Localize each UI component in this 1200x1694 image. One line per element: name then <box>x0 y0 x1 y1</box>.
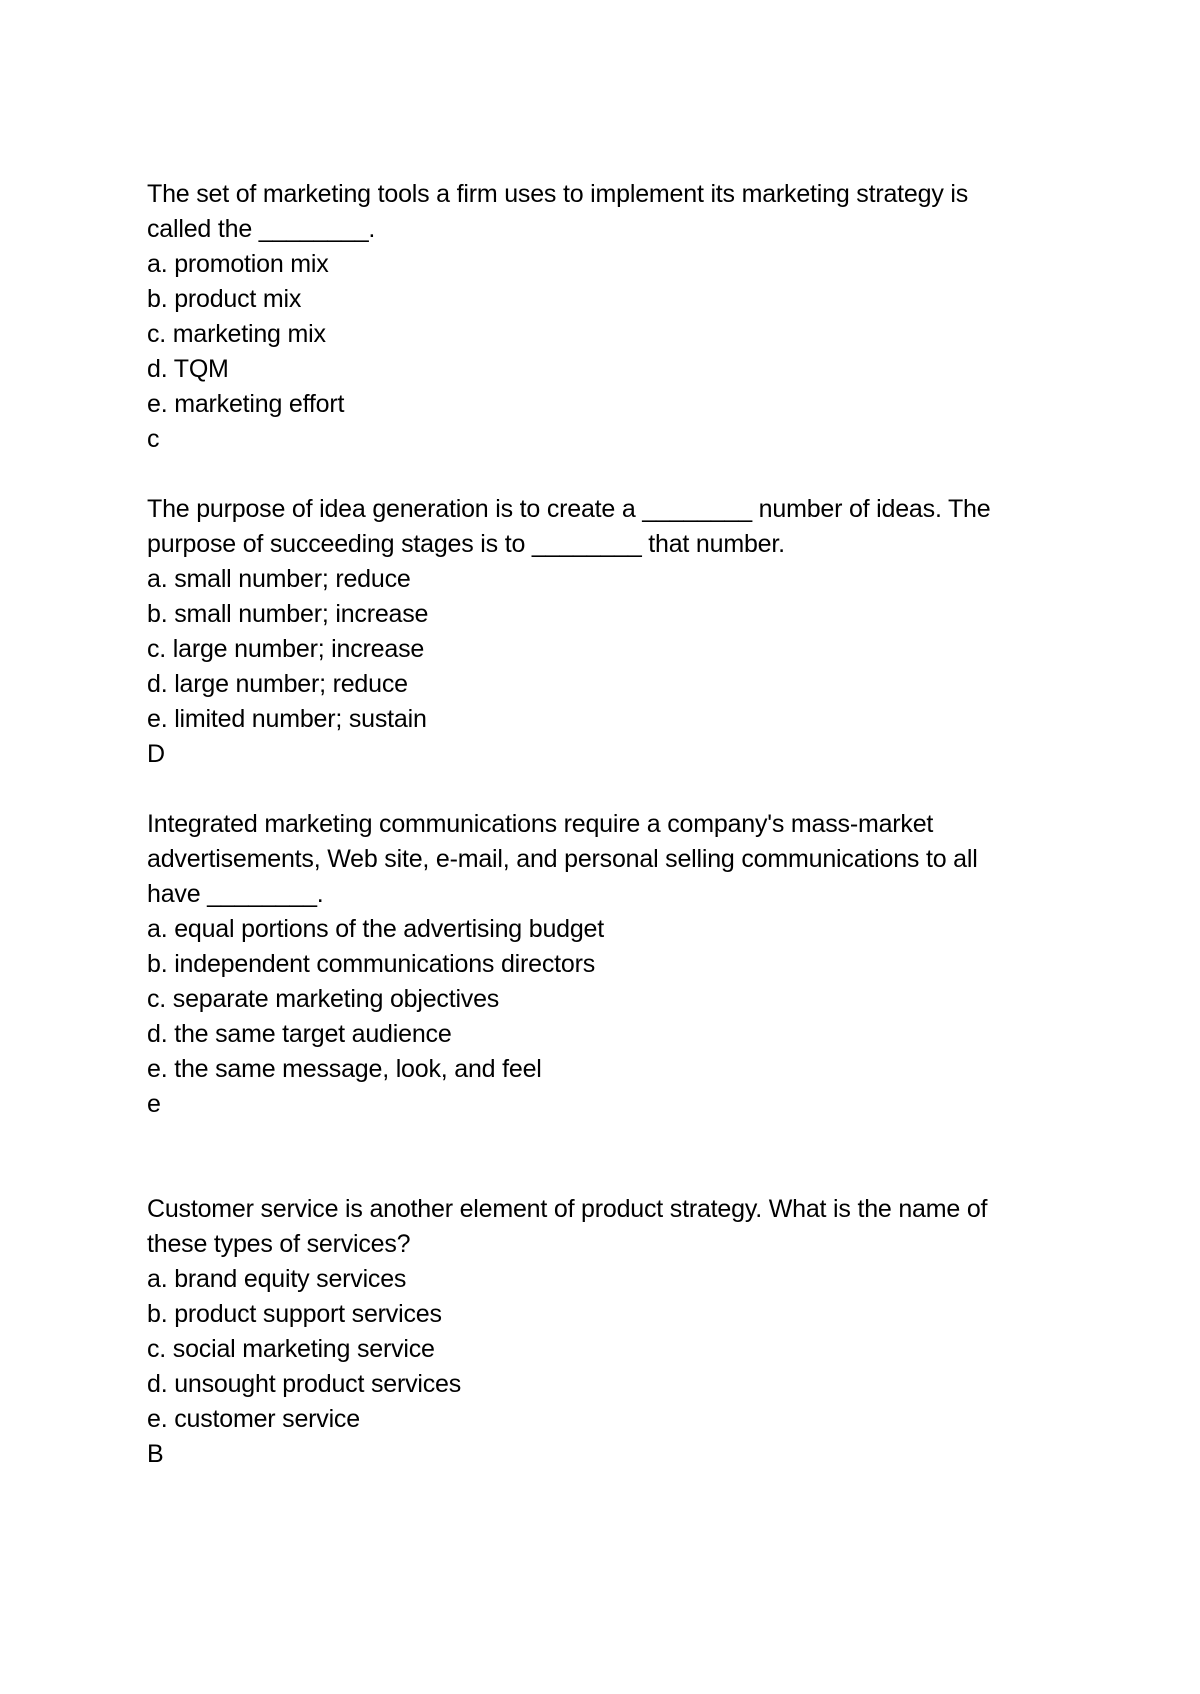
question-stem-line: Customer service is another element of product strategy. What is the name of <box>147 1195 988 1223</box>
answer-option-b: b. product mix <box>147 285 302 313</box>
question-1 <box>147 177 1067 457</box>
question-stem-line: have ________. <box>147 880 324 908</box>
question-stem-line: these types of services? <box>147 1230 411 1258</box>
answer-option-d: d. large number; reduce <box>147 670 408 698</box>
question-stem-line: advertisements, Web site, e-mail, and personal selling communications to all <box>147 845 978 873</box>
correct-answer: c <box>147 425 160 453</box>
answer-option-c: c. separate marketing objectives <box>147 985 500 1013</box>
answer-option-a: a. brand equity services <box>147 1265 407 1293</box>
answer-option-d: d. unsought product services <box>147 1370 462 1398</box>
question-2 <box>147 492 1067 772</box>
answer-option-a: a. equal portions of the advertising budget <box>147 915 605 943</box>
correct-answer: e <box>147 1090 161 1118</box>
question-4 <box>147 1192 1067 1472</box>
answer-option-e: e. the same message, look, and feel <box>147 1055 542 1083</box>
answer-option-d: d. TQM <box>147 355 229 383</box>
answer-option-c: c. large number; increase <box>147 635 425 663</box>
question-stem-line: The purpose of idea generation is to create a ________ number of ideas. The <box>147 495 991 523</box>
answer-option-b: b. independent communications directors <box>147 950 596 978</box>
question-stem-line: The set of marketing tools a firm uses to implement its marketing strategy is <box>147 180 969 208</box>
answer-option-c: c. marketing mix <box>147 320 326 348</box>
question-stem-line: called the ________. <box>147 215 376 243</box>
answer-option-b: b. product support services <box>147 1300 442 1328</box>
answer-option-b: b. small number; increase <box>147 600 429 628</box>
correct-answer: D <box>147 740 165 768</box>
answer-option-c: c. social marketing service <box>147 1335 435 1363</box>
question-stem-line: Integrated marketing communications require a company's mass-market <box>147 810 934 838</box>
correct-answer: B <box>147 1440 164 1468</box>
answer-option-a: a. promotion mix <box>147 250 329 278</box>
answer-option-e: e. marketing effort <box>147 390 345 418</box>
answer-option-a: a. small number; reduce <box>147 565 411 593</box>
answer-option-e: e. limited number; sustain <box>147 705 427 733</box>
answer-option-d: d. the same target audience <box>147 1020 452 1048</box>
question-3 <box>147 807 1067 1122</box>
question-stem-line: purpose of succeeding stages is to ________ that number. <box>147 530 785 558</box>
answer-option-e: e. customer service <box>147 1405 360 1433</box>
